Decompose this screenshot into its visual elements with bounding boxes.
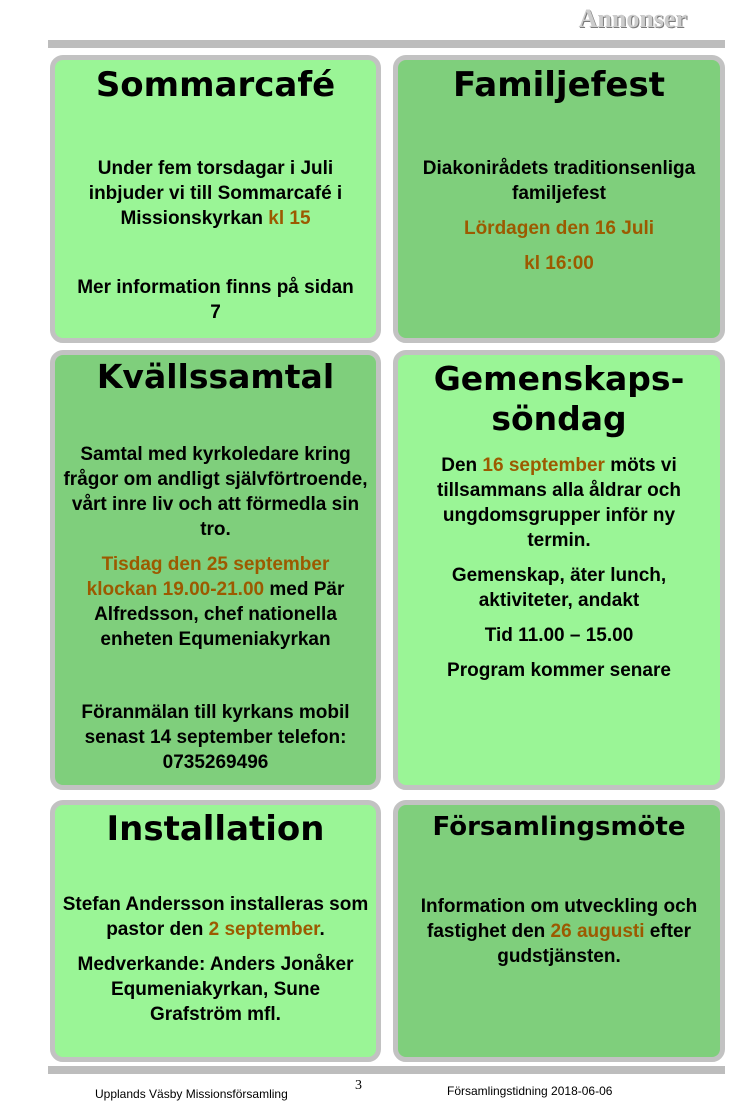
kvallssamtal-date: Tisdag den 25 september bbox=[101, 553, 330, 575]
familjefest-box bbox=[393, 55, 725, 343]
sommarcafe-box bbox=[50, 55, 381, 343]
familjefest-title: Familjefest bbox=[453, 65, 665, 105]
kvallssamtal-details: Tisdag den 25 september klockan 19.00-21.00 med Pär Alfredsson, chef nationella enheten Equmeniakyrkan bbox=[86, 553, 345, 650]
installation-date: 2 september bbox=[208, 919, 320, 941]
gemenskap-text: Den 16 september möts vi tillsammans alla åldrar och ungdomsgrupper inför ny termin. bbox=[437, 455, 681, 551]
forsamlingsmote-title: Församlingsmöte bbox=[432, 812, 686, 842]
gemenskap-activities: Gemenskap, äter lunch, aktiviteter, andakt bbox=[451, 565, 667, 611]
kvallssamtal-text: Samtal med kyrkoledare kring frågor om andligt självförtroende, vårt inre liv och att förmedla sin tro. bbox=[63, 443, 368, 540]
kvallssamtal-title: Kvällssamtal bbox=[96, 357, 335, 396]
gemenskap-time: Tid 11.00 – 15.00 bbox=[484, 625, 634, 646]
kvallssamtal-registration: Föranmälan till kyrkans mobil senast 14 september telefon: 0735269496 bbox=[81, 701, 350, 773]
footer-organization: Upplands Väsby Missionsförsamling bbox=[95, 1087, 288, 1101]
gemenskap-box bbox=[393, 350, 725, 790]
gemenskap-title: Gemenskaps- söndag bbox=[433, 359, 685, 438]
installation-text: Stefan Andersson installeras som pastor den 2 september. bbox=[62, 894, 369, 941]
page-title: Annonser bbox=[578, 4, 687, 33]
familjefest-text: Diakonirådets traditionsenliga familjefest bbox=[422, 158, 696, 205]
familjefest-date: Lördagen den 16 Juli bbox=[463, 218, 655, 240]
installation-title: Installation bbox=[106, 809, 325, 849]
sommarcafe-title: Sommarcafé bbox=[95, 65, 336, 105]
gemenskap-program: Program kommer senare bbox=[447, 660, 671, 681]
installation-participants: Medverkande: Anders Jonåker Equmeniakyrkan, Sune Grafström mfl. bbox=[77, 954, 354, 1026]
familjefest-time: kl 16:00 bbox=[524, 253, 594, 275]
bottom-divider bbox=[48, 1066, 725, 1074]
footer-page-number: 3 bbox=[355, 1078, 362, 1093]
installation-box bbox=[50, 800, 381, 1062]
forsamlingsmote-box bbox=[393, 800, 725, 1062]
sommarcafe-time: kl 15 bbox=[268, 208, 311, 230]
sommarcafe-more-info: Mer information finns på sidan 7 bbox=[77, 277, 354, 324]
kvallssamtal-box bbox=[50, 350, 381, 790]
forsamlingsmote-date: 26 augusti bbox=[550, 921, 645, 943]
sommarcafe-text: Under fem torsdagar i Juli inbjuder vi till Sommarcafé i Missionskyrkan kl 15 bbox=[88, 158, 343, 230]
gemenskap-date: 16 september bbox=[482, 455, 605, 476]
forsamlingsmote-text: Information om utveckling och fastighet den 26 augusti efter gudstjänsten. bbox=[420, 896, 698, 968]
footer-publication: Församlingstidning 2018-06-06 bbox=[447, 1084, 613, 1098]
kvallssamtal-time: klockan 19.00-21.00 bbox=[86, 578, 265, 600]
top-divider bbox=[48, 40, 725, 48]
